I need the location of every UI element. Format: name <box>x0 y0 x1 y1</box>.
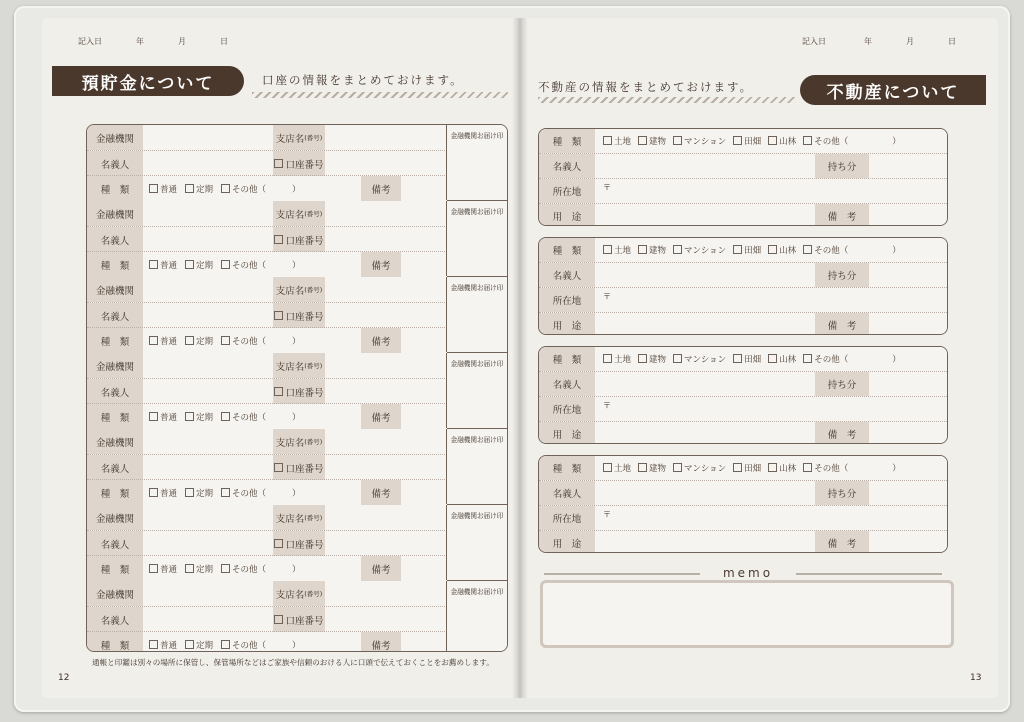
account-number-field[interactable] <box>325 151 447 176</box>
bank-account-block <box>87 505 507 581</box>
use-field[interactable] <box>595 204 815 226</box>
account-type-label: 種 類 <box>87 632 143 652</box>
account-number-label: 口座番号 <box>273 379 325 404</box>
date-year: 年 <box>136 37 144 46</box>
registered-seal-box[interactable] <box>446 429 507 504</box>
decorative-stripes <box>252 92 508 98</box>
share-field[interactable] <box>869 154 947 178</box>
date-month: 月 <box>178 37 186 46</box>
note-field[interactable] <box>401 252 447 277</box>
location-label: 所在地 <box>539 288 595 312</box>
registered-seal-box[interactable] <box>446 353 507 428</box>
bank-account-block <box>87 125 507 201</box>
holder-label: 名義人 <box>539 154 595 178</box>
registered-seal-box[interactable] <box>446 505 507 580</box>
entry-date-left <box>78 36 228 47</box>
memo-label: memo <box>700 566 796 580</box>
type-option-other[interactable]: その他（ ） <box>803 353 901 365</box>
bank-name-label: 金融機関 <box>87 277 143 302</box>
type-option-ordinary[interactable]: 普通 <box>149 487 177 499</box>
type-option-building[interactable]: 建物 <box>638 135 666 147</box>
holder-field[interactable] <box>595 154 815 178</box>
account-type-label: 種 類 <box>87 176 143 201</box>
type-option-fixed[interactable]: 定期 <box>185 411 213 423</box>
type-option-other[interactable]: その他（ ） <box>221 563 301 575</box>
property-note-label: 備 考 <box>815 204 869 226</box>
note-field[interactable] <box>401 404 447 429</box>
page-subtitle: 不動産の情報をまとめておけます。 <box>538 80 754 94</box>
property-type-label: 種 類 <box>539 129 595 153</box>
account-number-field[interactable] <box>325 455 447 480</box>
branch-field[interactable] <box>325 201 447 226</box>
account-type-options <box>143 480 361 505</box>
location-field[interactable] <box>595 397 947 421</box>
book-gutter <box>512 18 528 698</box>
bank-name-label: 金融機関 <box>87 505 143 530</box>
note-label: 備考 <box>361 252 401 277</box>
type-option-other[interactable]: その他（ ） <box>221 639 301 651</box>
note-field[interactable] <box>401 632 447 652</box>
registered-seal-box[interactable] <box>446 581 507 652</box>
seal-label: 金融機関お届け印 <box>450 436 504 444</box>
property-type-options <box>595 456 947 480</box>
bank-name-field[interactable] <box>143 505 273 530</box>
seal-label: 金融機関お届け印 <box>450 512 504 520</box>
bank-name-field[interactable] <box>143 353 273 378</box>
account-type-options <box>143 328 361 353</box>
property-type-options <box>595 238 947 262</box>
type-option-land[interactable]: 土地 <box>603 244 631 256</box>
branch-label: 支店名 (番号) <box>273 201 325 226</box>
holder-label: 名義人 <box>87 303 143 328</box>
note-label: 備考 <box>361 404 401 429</box>
use-label: 用 途 <box>539 531 595 553</box>
property-block <box>538 455 948 553</box>
postal-mark: 〒 <box>603 292 611 301</box>
type-option-land[interactable]: 土地 <box>603 462 631 474</box>
holder-field[interactable] <box>143 455 273 480</box>
memo-box[interactable] <box>540 580 954 648</box>
type-option-building[interactable]: 建物 <box>638 353 666 365</box>
type-option-other[interactable]: その他（ ） <box>803 244 901 256</box>
type-option-other[interactable]: その他（ ） <box>221 259 301 271</box>
share-field[interactable] <box>869 263 947 287</box>
footnote: 通帳と印鑑は別々の場所に保管し、保管場所などはご家族や信頼のおける人に口頭で伝えておくことをお薦めします。 <box>92 658 494 667</box>
share-field[interactable] <box>869 481 947 505</box>
property-note-field[interactable] <box>869 422 947 444</box>
location-field[interactable] <box>595 506 947 530</box>
property-note-field[interactable] <box>869 204 947 226</box>
holder-field[interactable] <box>595 263 815 287</box>
type-option-ordinary[interactable]: 普通 <box>149 335 177 347</box>
seal-label: 金融機関お届け印 <box>450 284 504 292</box>
bank-account-block <box>87 429 507 505</box>
holder-field[interactable] <box>143 379 273 404</box>
page-number-left: 12 <box>58 673 70 683</box>
type-option-other[interactable]: その他（ ） <box>221 487 301 499</box>
account-type-options <box>143 632 361 652</box>
type-option-ordinary[interactable]: 普通 <box>149 183 177 195</box>
date-year: 年 <box>864 37 872 46</box>
page-number-right: 13 <box>970 673 982 683</box>
type-option-land[interactable]: 土地 <box>603 353 631 365</box>
bank-name-label: 金融機関 <box>87 581 143 606</box>
branch-field[interactable] <box>325 353 447 378</box>
type-option-farmland[interactable]: 田畑 <box>733 353 761 365</box>
holder-label: 名義人 <box>87 607 143 632</box>
property-type-options <box>595 129 947 153</box>
property-note-field[interactable] <box>869 531 947 553</box>
account-type-label: 種 類 <box>87 404 143 429</box>
date-month: 月 <box>906 37 914 46</box>
branch-field[interactable] <box>325 429 447 454</box>
bank-name-label: 金融機関 <box>87 125 143 150</box>
holder-label: 名義人 <box>539 263 595 287</box>
date-day: 日 <box>948 37 956 46</box>
branch-field[interactable] <box>325 581 447 606</box>
bank-name-label: 金融機関 <box>87 201 143 226</box>
note-label: 備考 <box>361 328 401 353</box>
account-type-label: 種 類 <box>87 480 143 505</box>
branch-label: 支店名 (番号) <box>273 353 325 378</box>
type-option-fixed[interactable]: 定期 <box>185 639 213 651</box>
type-option-ordinary[interactable]: 普通 <box>149 639 177 651</box>
account-number-label: 口座番号 <box>273 531 325 556</box>
seal-label: 金融機関お届け印 <box>450 208 504 216</box>
bank-name-field[interactable] <box>143 277 273 302</box>
account-number-label: 口座番号 <box>273 607 325 632</box>
note-field[interactable] <box>401 556 447 581</box>
property-type-label: 種 類 <box>539 238 595 262</box>
holder-label: 名義人 <box>87 455 143 480</box>
branch-label: 支店名 (番号) <box>273 429 325 454</box>
account-number-label: 口座番号 <box>273 303 325 328</box>
page-title: 預貯金について <box>52 66 244 96</box>
branch-field[interactable] <box>325 277 447 302</box>
type-option-forest[interactable]: 山林 <box>768 244 796 256</box>
bank-name-label: 金融機関 <box>87 429 143 454</box>
entry-date-right <box>802 36 956 47</box>
holder-field[interactable] <box>595 481 815 505</box>
type-option-fixed[interactable]: 定期 <box>185 259 213 271</box>
type-option-farmland[interactable]: 田畑 <box>733 135 761 147</box>
branch-label: 支店名 (番号) <box>273 277 325 302</box>
note-field[interactable] <box>401 176 447 201</box>
branch-field[interactable] <box>325 125 447 150</box>
bank-name-field[interactable] <box>143 581 273 606</box>
seal-label: 金融機関お届け印 <box>450 132 504 140</box>
registered-seal-box[interactable] <box>446 201 507 276</box>
bank-account-block <box>87 201 507 277</box>
property-type-options <box>595 347 947 371</box>
type-option-farmland[interactable]: 田畑 <box>733 244 761 256</box>
type-option-fixed[interactable]: 定期 <box>185 563 213 575</box>
account-type-label: 種 類 <box>87 328 143 353</box>
account-number-field[interactable] <box>325 379 447 404</box>
property-note-label: 備 考 <box>815 531 869 553</box>
holder-field[interactable] <box>143 227 273 252</box>
holder-label: 名義人 <box>87 531 143 556</box>
share-label: 持ち分 <box>815 263 869 287</box>
type-option-building[interactable]: 建物 <box>638 462 666 474</box>
holder-field[interactable] <box>143 151 273 176</box>
property-block <box>538 237 948 335</box>
type-option-forest[interactable]: 山林 <box>768 462 796 474</box>
type-option-farmland[interactable]: 田畑 <box>733 462 761 474</box>
share-label: 持ち分 <box>815 372 869 396</box>
bank-account-block <box>87 353 507 429</box>
type-option-ordinary[interactable]: 普通 <box>149 259 177 271</box>
holder-field[interactable] <box>595 372 815 396</box>
location-label: 所在地 <box>539 179 595 203</box>
account-type-options <box>143 404 361 429</box>
date-label: 記入日 <box>802 37 826 46</box>
property-block <box>538 346 948 444</box>
use-field[interactable] <box>595 422 815 444</box>
branch-label: 支店名 (番号) <box>273 125 325 150</box>
account-number-field[interactable] <box>325 227 447 252</box>
branch-label: 支店名 (番号) <box>273 505 325 530</box>
type-option-fixed[interactable]: 定期 <box>185 183 213 195</box>
type-option-other[interactable]: その他（ ） <box>803 135 901 147</box>
page-title: 不動産について <box>800 75 986 105</box>
holder-label: 名義人 <box>87 227 143 252</box>
postal-mark: 〒 <box>603 401 611 410</box>
bank-account-block <box>87 277 507 353</box>
type-option-ordinary[interactable]: 普通 <box>149 563 177 575</box>
property-type-label: 種 類 <box>539 456 595 480</box>
use-label: 用 途 <box>539 422 595 444</box>
account-number-label: 口座番号 <box>273 151 325 176</box>
holder-label: 名義人 <box>87 151 143 176</box>
date-label: 記入日 <box>78 37 102 46</box>
account-number-field[interactable] <box>325 303 447 328</box>
share-label: 持ち分 <box>815 154 869 178</box>
type-option-other[interactable]: その他（ ） <box>221 335 301 347</box>
postal-mark: 〒 <box>603 183 611 192</box>
location-field[interactable] <box>595 288 947 312</box>
type-option-fixed[interactable]: 定期 <box>185 335 213 347</box>
use-field[interactable] <box>595 313 815 335</box>
type-option-condo[interactable]: マンション <box>673 244 726 256</box>
postal-mark: 〒 <box>603 510 611 519</box>
account-type-options <box>143 176 361 201</box>
note-label: 備考 <box>361 176 401 201</box>
bank-name-label: 金融機関 <box>87 353 143 378</box>
holder-label: 名義人 <box>87 379 143 404</box>
location-label: 所在地 <box>539 506 595 530</box>
holder-field[interactable] <box>143 531 273 556</box>
type-option-other[interactable]: その他（ ） <box>221 411 301 423</box>
property-type-label: 種 類 <box>539 347 595 371</box>
use-field[interactable] <box>595 531 815 553</box>
holder-field[interactable] <box>143 607 273 632</box>
type-option-forest[interactable]: 山林 <box>768 353 796 365</box>
account-type-options <box>143 252 361 277</box>
note-label: 備考 <box>361 632 401 652</box>
use-label: 用 途 <box>539 313 595 335</box>
share-field[interactable] <box>869 372 947 396</box>
type-option-fixed[interactable]: 定期 <box>185 487 213 499</box>
account-number-label: 口座番号 <box>273 455 325 480</box>
type-option-condo[interactable]: マンション <box>673 462 726 474</box>
registered-seal-box[interactable] <box>446 125 507 200</box>
account-type-label: 種 類 <box>87 556 143 581</box>
account-type-options <box>143 556 361 581</box>
page-subtitle: 口座の情報をまとめておけます。 <box>262 73 464 87</box>
note-label: 備考 <box>361 480 401 505</box>
type-option-other[interactable]: その他（ ） <box>221 183 301 195</box>
account-number-field[interactable] <box>325 531 447 556</box>
account-number-field[interactable] <box>325 607 447 632</box>
share-label: 持ち分 <box>815 481 869 505</box>
branch-label: 支店名 (番号) <box>273 581 325 606</box>
seal-label: 金融機関お届け印 <box>450 360 504 368</box>
holder-label: 名義人 <box>539 372 595 396</box>
account-number-label: 口座番号 <box>273 227 325 252</box>
bank-name-field[interactable] <box>143 201 273 226</box>
type-option-land[interactable]: 土地 <box>603 135 631 147</box>
bank-account-block <box>87 581 507 652</box>
type-option-building[interactable]: 建物 <box>638 244 666 256</box>
note-label: 備考 <box>361 556 401 581</box>
bank-name-field[interactable] <box>143 125 273 150</box>
property-note-label: 備 考 <box>815 422 869 444</box>
note-field[interactable] <box>401 328 447 353</box>
property-note-label: 備 考 <box>815 313 869 335</box>
bank-accounts-table <box>86 124 508 652</box>
seal-label: 金融機関お届け印 <box>450 588 504 596</box>
holder-field[interactable] <box>143 303 273 328</box>
location-field[interactable] <box>595 179 947 203</box>
date-day: 日 <box>220 37 228 46</box>
type-option-condo[interactable]: マンション <box>673 135 726 147</box>
type-option-forest[interactable]: 山林 <box>768 135 796 147</box>
holder-label: 名義人 <box>539 481 595 505</box>
property-note-field[interactable] <box>869 313 947 335</box>
decorative-stripes <box>538 97 796 103</box>
property-block <box>538 128 948 226</box>
account-type-label: 種 類 <box>87 252 143 277</box>
branch-field[interactable] <box>325 505 447 530</box>
location-label: 所在地 <box>539 397 595 421</box>
type-option-other[interactable]: その他（ ） <box>803 462 901 474</box>
note-field[interactable] <box>401 480 447 505</box>
type-option-condo[interactable]: マンション <box>673 353 726 365</box>
bank-name-field[interactable] <box>143 429 273 454</box>
registered-seal-box[interactable] <box>446 277 507 352</box>
use-label: 用 途 <box>539 204 595 226</box>
type-option-ordinary[interactable]: 普通 <box>149 411 177 423</box>
